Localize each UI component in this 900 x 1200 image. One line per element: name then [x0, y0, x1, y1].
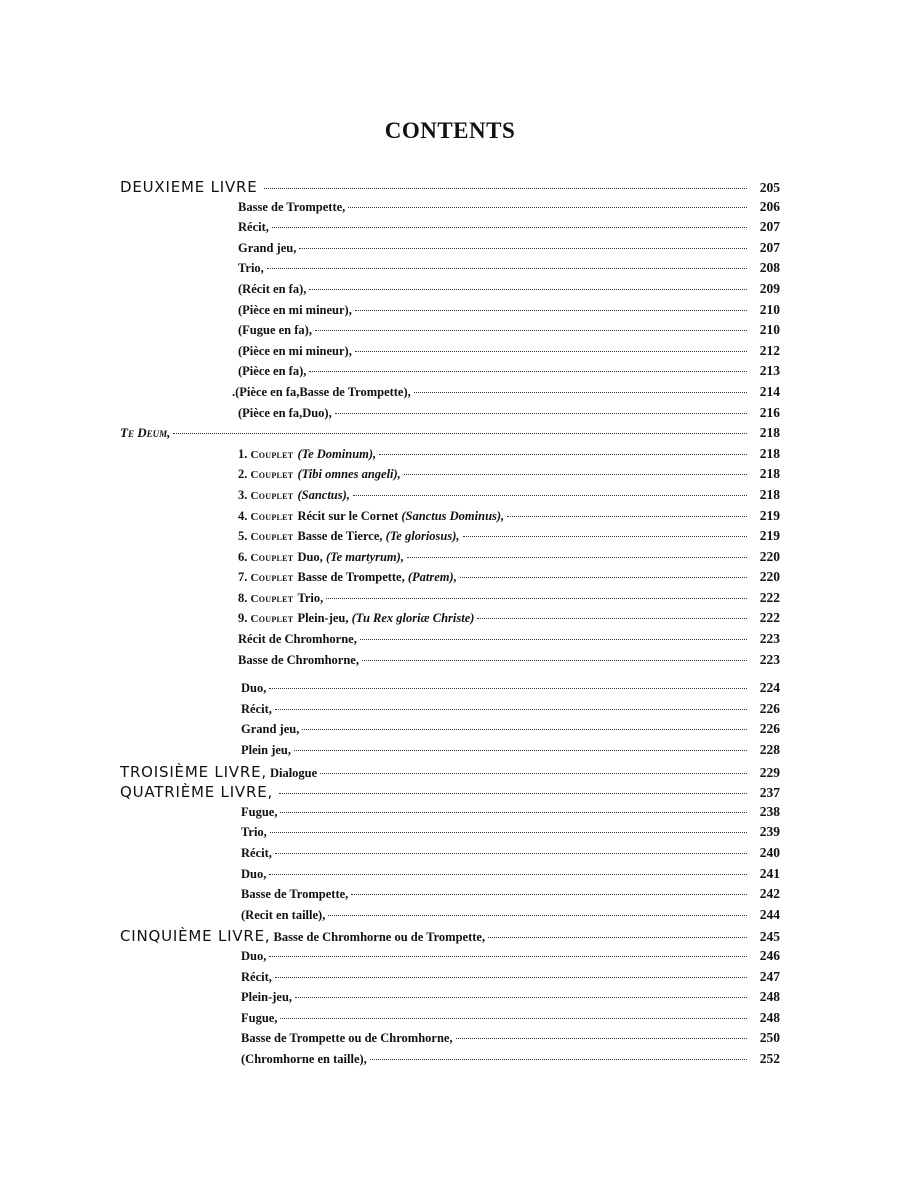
toc-entry-label: [238, 570, 457, 585]
piece-title: (Récit en fa),: [238, 281, 307, 296]
dot-leader: [348, 207, 747, 208]
dot-leader: [269, 688, 747, 689]
piece-title: (Fugue en fa),: [238, 323, 312, 338]
toc-entry-label: [120, 763, 317, 781]
toc-entry: [120, 701, 780, 722]
couplet-label: Couplet: [250, 469, 294, 482]
dot-leader: [264, 188, 747, 189]
toc-entry: [120, 886, 780, 907]
toc-entry-label: [238, 303, 352, 318]
toc-entry: [120, 610, 780, 631]
page-number: 248: [759, 1009, 780, 1025]
toc-entry: [120, 425, 780, 446]
toc-entry-label: [241, 990, 292, 1005]
toc-entry-label: [238, 591, 323, 606]
toc-entry-label: [238, 241, 296, 256]
couplet-incipit: (Te martyrum),: [325, 549, 404, 564]
piece-title: Basse de Trompette,: [241, 887, 349, 902]
page-number: 222: [759, 589, 780, 605]
page-number: 205: [759, 180, 780, 195]
toc-entry: [120, 508, 780, 529]
toc-entry-label: [241, 1031, 453, 1046]
piece-title: Duo,: [241, 948, 267, 963]
toc-entry-label: [238, 447, 376, 462]
dot-leader: [379, 454, 747, 455]
toc-entry-label: [241, 681, 266, 696]
dot-leader: [315, 330, 747, 331]
couplet-incipit: (Te Dominum),: [297, 446, 377, 461]
toc-entry: [120, 907, 780, 928]
dot-leader: [326, 598, 747, 599]
toc-entry-label: [232, 385, 411, 400]
toc-entry-label: [238, 488, 350, 503]
piece-title: Récit,: [241, 969, 272, 984]
toc-entry: [120, 804, 780, 825]
dot-leader: [309, 371, 747, 372]
toc-entry: [120, 742, 780, 763]
dot-leader: [309, 289, 747, 290]
toc-entry-label: [241, 722, 299, 737]
page-number: 208: [759, 260, 780, 276]
toc-entry: [120, 631, 780, 652]
dot-leader: [355, 351, 747, 352]
toc-entry: [120, 927, 780, 948]
dot-leader: [295, 997, 747, 998]
page-number: 228: [759, 742, 780, 758]
dot-leader: [280, 812, 747, 813]
toc-entry-label: [238, 509, 504, 524]
dot-leader: [360, 639, 747, 640]
dot-leader: [267, 268, 747, 269]
page-number: 210: [759, 301, 780, 317]
page-number: 219: [759, 507, 780, 523]
couplet-title: Basse de Tierce,: [297, 529, 383, 544]
dot-leader: [302, 729, 747, 730]
page-number: 224: [759, 680, 780, 696]
book-heading: DEUXIEME LIVRE: [120, 178, 258, 196]
dot-leader: [488, 937, 747, 938]
dot-leader: [353, 495, 747, 496]
piece-title: Trio,: [238, 261, 264, 276]
page-number: 212: [759, 342, 780, 358]
couplet-label: Couplet: [250, 572, 294, 585]
couplet-title: Trio,: [297, 590, 324, 605]
page-number: 206: [759, 198, 780, 214]
toc-entry: [120, 343, 780, 364]
toc-entry-label: [238, 282, 306, 297]
toc-entry: [120, 528, 780, 549]
book-heading: QUATRIÈME LIVRE,: [120, 783, 274, 802]
page-number: 220: [759, 569, 780, 585]
page-number: 245: [759, 929, 780, 945]
dot-leader: [272, 227, 747, 228]
dot-leader: [299, 248, 747, 249]
couplet-label: Couplet: [250, 510, 294, 523]
toc-entry: [120, 1010, 780, 1031]
toc-entry: [120, 948, 780, 969]
dot-leader: [460, 577, 747, 578]
page-number: 244: [759, 906, 780, 922]
toc-entry-label: [238, 653, 359, 668]
toc-entry: [120, 652, 780, 673]
toc-entry-label: [120, 425, 170, 441]
toc-entry-label: [241, 702, 272, 717]
toc-entry-label: [241, 887, 348, 902]
dot-leader: [351, 894, 747, 895]
toc-entry-label: [241, 867, 266, 882]
piece-title: (Pièce en fa),: [238, 364, 307, 379]
toc-entry: [120, 763, 780, 784]
toc-entry: [120, 302, 780, 323]
toc-entry: [120, 405, 780, 426]
page-number: 218: [759, 445, 780, 461]
dot-leader: [355, 310, 747, 311]
page-number: 240: [759, 845, 780, 860]
couplet-number: 1.: [238, 446, 248, 461]
toc-entry: [120, 281, 780, 302]
piece-title: Récit de Chromhorne,: [238, 632, 357, 647]
piece-title: Plein jeu,: [241, 743, 291, 758]
toc-entry-label: [238, 261, 264, 276]
page-number: 242: [759, 886, 780, 902]
couplet-incipit: (Te gloriosus),: [385, 529, 460, 544]
toc-entry-label: [238, 323, 312, 338]
piece-title: Basse de Trompette,: [238, 199, 346, 214]
couplet-label: Couplet: [250, 592, 294, 605]
page-number: 246: [759, 947, 780, 963]
page-number: 247: [759, 968, 780, 984]
table-of-contents: [120, 178, 780, 1072]
piece-title: Récit,: [241, 701, 272, 716]
couplet-number: 3.: [238, 487, 248, 502]
page-number: 237: [759, 785, 780, 801]
dot-leader: [294, 750, 747, 751]
toc-entry-label: [120, 178, 261, 196]
page-number: 220: [759, 548, 780, 564]
toc-entry: [120, 590, 780, 611]
page-number: 210: [759, 322, 780, 338]
toc-entry-label: [241, 1052, 367, 1067]
piece-title: Grand jeu,: [241, 722, 300, 737]
book-heading: TROISIÈME LIVRE,: [120, 762, 267, 781]
dot-leader: [269, 874, 747, 875]
dot-leader: [362, 660, 747, 661]
toc-entry-label: [120, 783, 276, 801]
page-number: 250: [759, 1030, 780, 1046]
page-number: 209: [759, 280, 780, 296]
couplet-incipit: (Sanctus),: [297, 487, 350, 502]
toc-entry-label: [238, 632, 357, 647]
dot-leader: [463, 536, 747, 537]
toc-entry: [120, 1051, 780, 1072]
toc-entry: [120, 322, 780, 343]
toc-entry: [120, 866, 780, 887]
piece-title: Fugue,: [241, 1010, 278, 1025]
couplet-number: 5.: [238, 529, 248, 544]
dot-leader: [173, 433, 747, 434]
toc-entry: [120, 824, 780, 845]
couplet-number: 9.: [238, 611, 248, 626]
couplet-incipit: (Sanctus Dominus),: [401, 508, 505, 523]
page-number: 218: [759, 466, 780, 482]
page-number: 229: [759, 764, 780, 780]
toc-entry: [120, 721, 780, 742]
page-number: 214: [759, 383, 780, 399]
toc-entry: [120, 219, 780, 240]
piece-title: Trio,: [241, 825, 267, 840]
dot-leader: [320, 773, 747, 774]
piece-title: (Recit en taille),: [241, 907, 326, 922]
piece-title: Récit,: [238, 220, 269, 235]
toc-entry-label: [238, 364, 306, 379]
toc-entry: [120, 466, 780, 487]
toc-entry: [120, 969, 780, 990]
piece-title: Basse de Chromhorne,: [238, 652, 359, 667]
page-number: 252: [759, 1050, 780, 1066]
toc-entry: [120, 363, 780, 384]
toc-entry: [120, 680, 780, 701]
couplet-label: Couplet: [250, 551, 294, 564]
toc-entry: [120, 487, 780, 508]
toc-entry: [120, 446, 780, 467]
page-number: 213: [759, 363, 780, 379]
piece-title: Duo,: [241, 866, 267, 881]
dot-leader: [414, 392, 747, 393]
piece-title: (Pièce en fa,Duo),: [238, 405, 332, 420]
page-number: 226: [759, 700, 780, 716]
toc-entry: [120, 384, 780, 405]
toc-entry-label: [241, 805, 277, 820]
toc-entry-label: [238, 220, 269, 235]
page-number: 239: [759, 824, 780, 840]
couplet-number: 4.: [238, 508, 248, 523]
page-title: CONTENTS: [384, 118, 516, 143]
toc-entry-label: [241, 949, 266, 964]
couplet-label: Couplet: [250, 613, 294, 626]
dot-leader: [275, 977, 747, 978]
toc-entry-label: [241, 825, 267, 840]
book-heading: CINQUIÈME LIVRE,: [120, 927, 271, 946]
toc-entry-label: [241, 908, 325, 923]
page-number: 223: [759, 631, 780, 647]
page-number: 218: [759, 486, 780, 502]
page-number: 207: [759, 219, 780, 235]
page-number: 218: [759, 425, 780, 441]
toc-entry: [120, 1030, 780, 1051]
page-number: 223: [759, 651, 780, 667]
piece-title: Duo,: [241, 681, 267, 696]
piece-title: Grand jeu,: [238, 240, 297, 255]
dot-leader: [507, 516, 747, 517]
toc-entry-label: [238, 344, 352, 359]
toc-entry-label: [238, 529, 460, 544]
toc-entry: [120, 569, 780, 590]
toc-entry: [120, 845, 780, 866]
toc-entry: [120, 240, 780, 261]
section-heading: Te Deum,: [120, 425, 171, 441]
page-number: 219: [759, 528, 780, 544]
couplet-number: 6.: [238, 549, 248, 564]
toc-entry: [120, 178, 780, 199]
toc-entry: [120, 549, 780, 570]
toc-entry-label: [120, 927, 485, 945]
toc-entry-label: [241, 743, 291, 758]
toc-entry-label: [238, 611, 474, 626]
couplet-title: Basse de Trompette,: [297, 570, 405, 585]
piece-title: .(Pièce en fa,Basse de Trompette),: [232, 384, 411, 399]
couplet-number: 8.: [238, 590, 248, 605]
page-number: 238: [759, 803, 780, 819]
couplet-label: Couplet: [250, 489, 294, 502]
dot-leader: [269, 956, 747, 957]
toc-entry-label: [238, 467, 401, 482]
couplet-incipit: (Tu Rex gloriæ Christe): [351, 611, 475, 626]
couplet-number: 7.: [238, 570, 248, 585]
dot-leader: [335, 413, 747, 414]
dot-leader: [275, 709, 747, 710]
couplet-incipit: (Tibi omnes angeli),: [297, 467, 401, 482]
piece-title: Basse de Trompette ou de Chromhorne,: [241, 1031, 453, 1046]
dot-leader: [328, 915, 747, 916]
dot-leader: [456, 1038, 747, 1039]
couplet-title: Récit sur le Cornet: [297, 508, 399, 523]
page-number: 226: [759, 721, 780, 737]
piece-title: (Pièce en mi mineur),: [238, 343, 352, 358]
toc-entry: [120, 783, 780, 804]
dot-leader: [279, 793, 747, 794]
page-number: 241: [759, 865, 780, 881]
couplet-incipit: (Patrem),: [407, 570, 457, 585]
dot-leader: [370, 1059, 747, 1060]
piece-title: Fugue,: [241, 804, 278, 819]
couplet-label: Couplet: [250, 531, 294, 544]
dot-leader: [407, 557, 747, 558]
page-number: 222: [759, 610, 780, 626]
book-heading-subtitle: Dialogue: [269, 765, 318, 780]
toc-entry-label: [238, 406, 332, 421]
dot-leader: [280, 1018, 747, 1019]
toc-entry-label: [241, 970, 272, 985]
couplet-title: Duo,: [297, 549, 323, 564]
piece-title: Plein-jeu,: [241, 990, 293, 1005]
book-heading-subtitle: Basse de Chromhorne ou de Trompette,: [273, 930, 486, 945]
toc-entry-label: [238, 200, 345, 215]
dot-leader: [477, 618, 747, 619]
dot-leader: [270, 832, 747, 833]
couplet-number: 2.: [238, 467, 248, 482]
toc-entry-label: [241, 1011, 277, 1026]
page-number: 248: [759, 989, 780, 1005]
page-number: 216: [759, 404, 780, 420]
toc-entry: [120, 989, 780, 1010]
toc-entry: [120, 260, 780, 281]
dot-leader: [404, 474, 747, 475]
piece-title: (Pièce en mi mineur),: [238, 302, 352, 317]
toc-entry-label: [241, 846, 272, 861]
toc-entry-label: [238, 550, 404, 565]
dot-leader: [275, 853, 747, 854]
toc-entry: [120, 199, 780, 220]
couplet-label: Couplet: [250, 448, 294, 461]
piece-title: Récit,: [241, 846, 272, 860]
piece-title: (Chromhorne en taille),: [241, 1051, 367, 1066]
page-number: 207: [759, 239, 780, 255]
couplet-title: Plein-jeu,: [297, 611, 349, 626]
